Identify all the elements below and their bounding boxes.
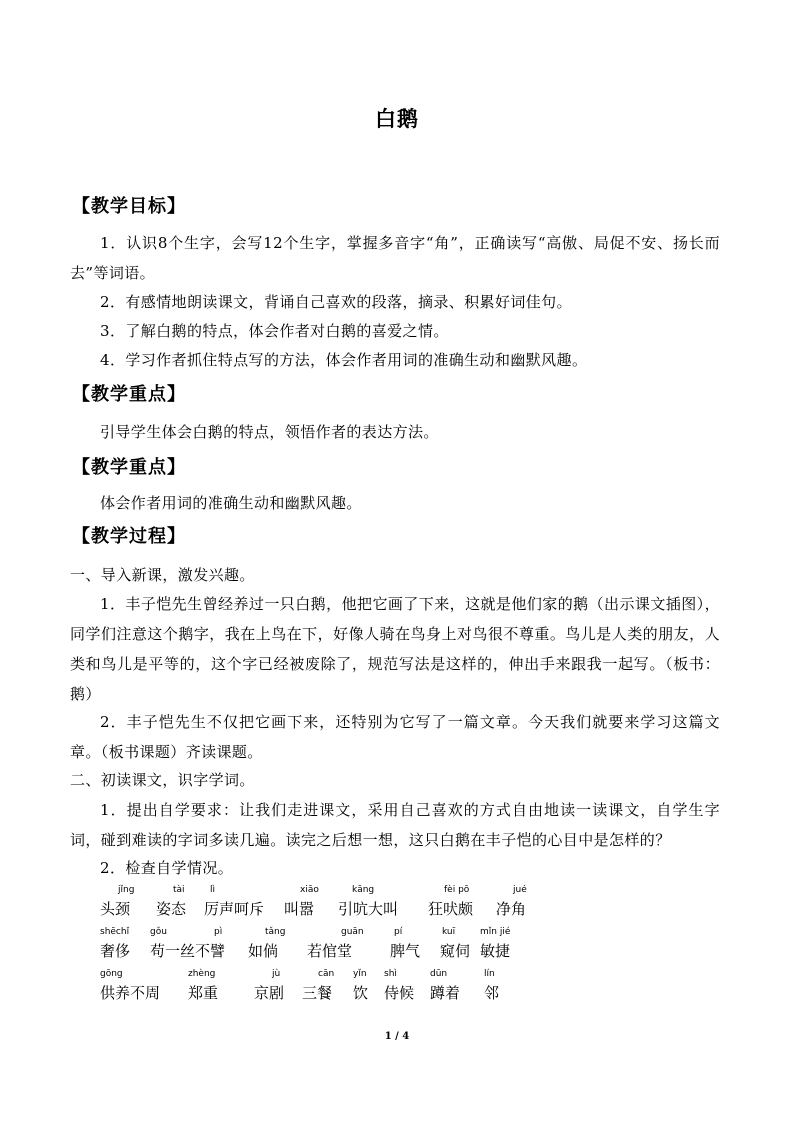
part1-title: 一、导入新课，激发兴趣。 — [70, 566, 255, 584]
objective-2: 2．有感情地朗读课文，背诵自己喜欢的段落，摘录、积累好词佳句。 — [100, 293, 572, 311]
pinyin-label: dūn — [430, 969, 448, 979]
pinyin-label: jù — [272, 969, 281, 979]
part2-item2: 2．检查自学情况。 — [100, 859, 234, 877]
objective-3: 3．了解白鹅的特点，体会作者对白鹅的喜爱之情。 — [100, 322, 449, 340]
vocab-text: 邻 — [484, 984, 500, 1002]
pinyin-label: pí — [394, 927, 403, 937]
vocab-text: 若倌堂 — [307, 942, 353, 960]
pinyin-label: shēchǐ — [100, 927, 130, 937]
keypoint-heading: 【教学重点】 — [72, 384, 186, 405]
pinyin-label: shì — [384, 969, 397, 979]
part1-item2: 2．丰子恺先生不仅把它画下来，还特别为它写了一篇文章。今天我们就要来学习这篇文章。（板书课题）齐读课题。 — [70, 713, 720, 761]
pinyin-label: cān — [318, 969, 335, 979]
pinyin-label: fèi pō — [444, 885, 470, 895]
objective-4: 4．学习作者抓住特点写的方法，体会作者用词的准确生动和幽默风趣。 — [100, 351, 588, 369]
vocab-text: 厉声呵斥 — [204, 900, 265, 918]
vocab-text: 姿态 — [156, 900, 187, 918]
pinyin-label: jǐng — [118, 885, 135, 895]
pinyin-label: gōng — [100, 969, 123, 979]
difficulty-heading: 【教学重点】 — [72, 457, 186, 478]
vocab-text: 净角 — [496, 900, 527, 918]
vocab-text: 苟一丝不 — [150, 942, 211, 960]
vocab-text: 侍候 — [384, 984, 415, 1002]
vocab-text: 窥伺 — [440, 942, 471, 960]
vocab-text: 头颈 — [100, 900, 131, 918]
pinyin-label: guān — [341, 927, 364, 937]
vocab-text: 譬 — [210, 942, 226, 960]
vocab-text: 狂吠颇 — [428, 900, 474, 918]
page-title: 白鹅 — [375, 106, 419, 131]
part1-item1: 1．丰子恺先生曾经养过一只白鹅，他把它画了下来，这就是他们家的鹅（出示课文插图），同学们注意这个鹅字，我在上鸟在下，好像人骑在鸟身上对鸟很不尊重。鸟儿是人类的朋友，人类和鸟儿是平等的，这个字已经被废除了，规范写法是这样的，伸出手来跟我一起写。（板书：鹅） — [70, 595, 720, 703]
page-number: 1 / 4 — [384, 1031, 410, 1042]
vocab-text: 叫嚣 — [284, 900, 315, 918]
vocab-text: 奢侈 — [100, 942, 131, 960]
pinyin-label: xiāo — [300, 885, 319, 895]
part2-item1: 1．提出自学要求：让我们走进课文，采用自己喜欢的方式自由地读一读课文，自学生字词，碰到难读的字词多读几遍。读完之后想一想，这只白鹅在丰子恺的心目中是怎样的？ — [70, 801, 720, 849]
pinyin-label: lín — [484, 969, 495, 979]
vocab-text: 如倘 — [248, 942, 279, 960]
vocab-text: 敏捷 — [480, 942, 511, 960]
objective-1: 1．认识8个生字，会写12个生字，掌握多音字“角”，正确读写“高傲、局促不安、扬长而去”等词语。 — [70, 234, 720, 282]
pinyin-label: pì — [214, 927, 223, 937]
vocab-text: 饮 — [353, 984, 369, 1002]
vocab-text: 引吭大叫 — [338, 900, 399, 918]
pinyin-label: tài — [173, 885, 185, 895]
difficulty-text: 体会作者用词的准确生动和幽默风趣。 — [100, 494, 362, 512]
process-heading: 【教学过程】 — [72, 526, 186, 547]
pinyin-label: lì — [210, 885, 216, 895]
pinyin-label: mǐn jié — [480, 927, 511, 937]
pinyin-label: kuī — [442, 927, 456, 937]
pinyin-label: zhèng — [188, 969, 216, 979]
keypoint-text: 引导学生体会白鹅的特点，领悟作者的表达方法。 — [100, 423, 439, 441]
pinyin-label: kāng — [352, 885, 375, 895]
part2-title: 二、初读课文，识字学词。 — [70, 771, 255, 789]
vocab-text: 郑重 — [188, 984, 219, 1002]
objectives-heading: 【教学目标】 — [72, 196, 186, 217]
pinyin-label: gǒu — [150, 927, 167, 937]
pinyin-label: jué — [513, 885, 527, 895]
vocab-text: 蹲着 — [430, 984, 461, 1002]
pinyin-label: yǐn — [353, 969, 367, 979]
vocab-text: 脾气 — [390, 942, 421, 960]
vocab-text: 供养不周 — [100, 984, 161, 1002]
vocab-text: 京剧 — [254, 984, 285, 1002]
vocab-text: 三餐 — [302, 984, 333, 1002]
pinyin-label: tǎng — [265, 927, 286, 937]
